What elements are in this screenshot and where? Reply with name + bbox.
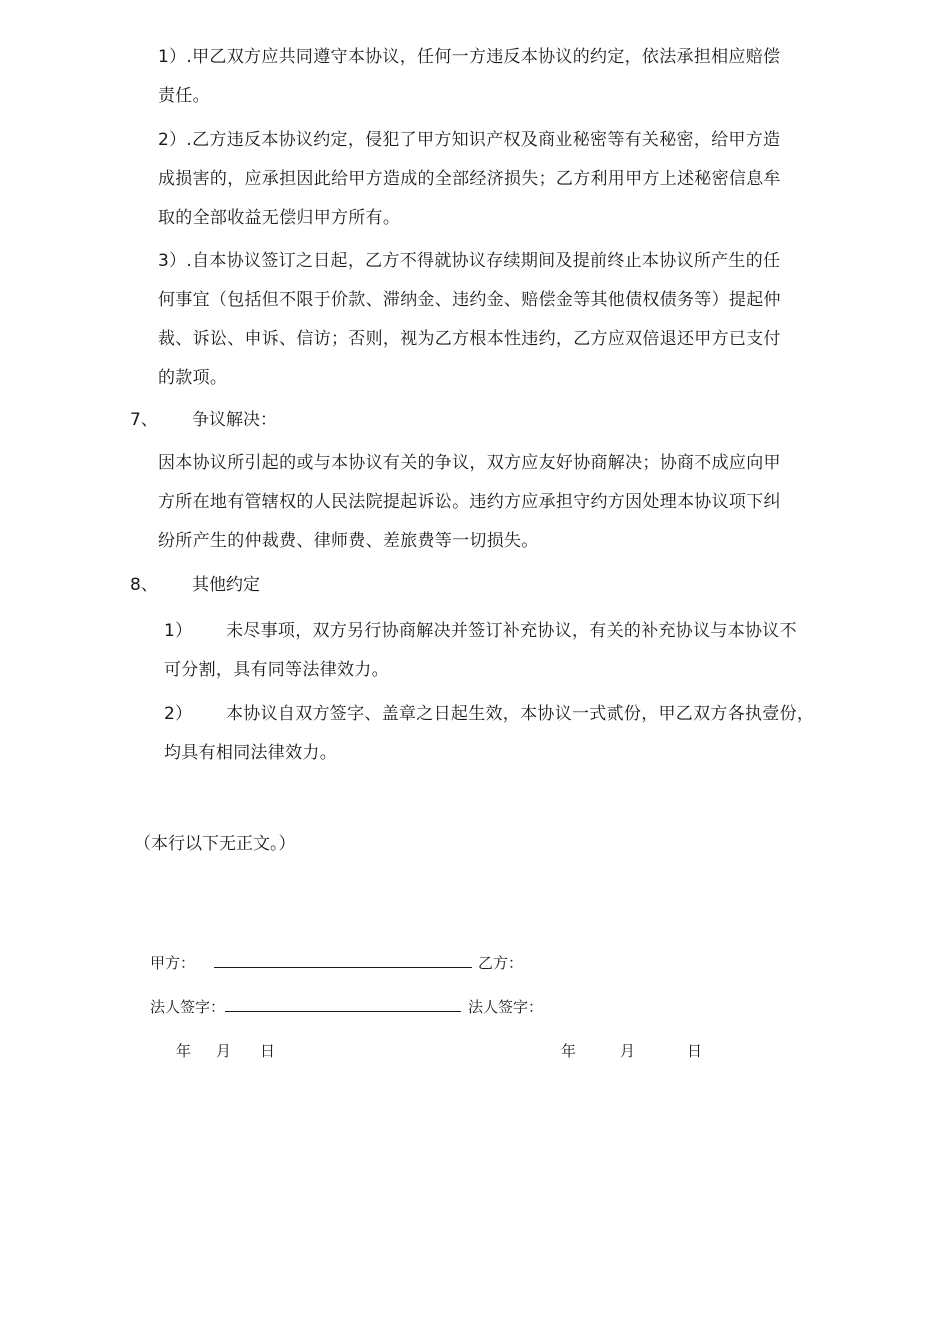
section-7-heading xyxy=(130,408,277,432)
clause-3 xyxy=(158,242,858,398)
section-8-title: 其他约定 xyxy=(192,575,260,595)
clause-3-line-2: 何事宜（包括但不限于价款、滞纳金、违约金、赔偿金等其他债权债务等）提起仲 xyxy=(158,290,781,310)
clause-2 xyxy=(158,121,858,238)
section-7-number: 7、 xyxy=(130,410,158,430)
date-b-month: 月 xyxy=(620,1042,636,1060)
section-7-line-3: 纷所产生的仲裁费、律师费、差旅费等一切损失。 xyxy=(158,531,539,551)
section-8-item-1-line-2: 可分割，具有同等法律效力。 xyxy=(164,660,389,680)
legal-sign-a-label: 法人签字： xyxy=(150,998,226,1016)
date-a-year: 年 xyxy=(176,1042,192,1060)
clause-2-line-1: 2）.乙方违反本协议约定，侵犯了甲方知识产权及商业秘密等有关秘密，给甲方造 xyxy=(158,130,781,150)
section-7-title: 争议解决： xyxy=(192,410,277,430)
clause-1-line-2: 责任。 xyxy=(158,86,210,106)
party-b-row xyxy=(478,953,523,973)
end-of-text-note: （本行以下无正文。） xyxy=(134,834,296,854)
section-8-item-1-line-1: 未尽事项，双方另行协商解决并签订补充协议，有关的补充协议与本协议不 xyxy=(226,621,797,641)
party-b-label: 乙方： xyxy=(478,954,524,972)
legal-sign-b-label: 法人签字： xyxy=(468,998,544,1016)
clause-2-line-3: 取的全部收益无偿归甲方所有。 xyxy=(158,208,401,228)
clause-3-line-1: 3）.自本协议签订之日起，乙方不得就协议存续期间及提前终止本协议所产生的任 xyxy=(158,251,781,271)
section-8-number: 8、 xyxy=(130,575,158,595)
clause-1-line-1: 1）.甲乙双方应共同遵守本协议，任何一方违反本协议的约定，依法承担相应赔偿 xyxy=(158,47,781,67)
date-b-day: 日 xyxy=(687,1042,703,1060)
date-b-year: 年 xyxy=(561,1042,577,1060)
section-8-item-2-line-1: 本协议自双方签字、盖章之日起生效，本协议一式贰份，甲乙双方各执壹份， xyxy=(226,704,815,724)
section-8-item-1-number: 1） xyxy=(164,621,193,641)
section-8-item-1 xyxy=(164,612,884,690)
party-a-row xyxy=(150,953,472,973)
clause-3-line-3: 裁、诉讼、申诉、信访；否则，视为乙方根本性违约，乙方应双倍退还甲方已支付 xyxy=(158,329,781,349)
section-8-item-2-line-2: 均具有相同法律效力。 xyxy=(164,743,337,763)
section-8-item-2 xyxy=(164,695,884,773)
legal-sign-a-line[interactable] xyxy=(225,997,461,1012)
clause-3-line-4: 的款项。 xyxy=(158,368,228,388)
party-a-label: 甲方： xyxy=(150,954,196,972)
date-a-month: 月 xyxy=(216,1042,232,1060)
legal-sign-b-row xyxy=(468,997,543,1017)
date-a-day: 日 xyxy=(260,1042,276,1060)
section-7-body xyxy=(158,444,858,561)
section-8-item-2-number: 2） xyxy=(164,704,193,724)
party-a-signature-line[interactable] xyxy=(214,953,472,968)
clause-1 xyxy=(158,38,858,116)
section-7-line-1: 因本协议所引起的或与本协议有关的争议，双方应友好协商解决；协商不成应向甲 xyxy=(158,453,781,473)
section-8-heading xyxy=(130,573,260,597)
section-7-line-2: 方所在地有管辖权的人民法院提起诉讼。违约方应承担守约方因处理本协议项下纠 xyxy=(158,492,781,512)
clause-2-line-2: 成损害的，应承担因此给甲方造成的全部经济损失；乙方利用甲方上述秘密信息牟 xyxy=(158,169,781,189)
legal-sign-a-row xyxy=(150,997,461,1017)
